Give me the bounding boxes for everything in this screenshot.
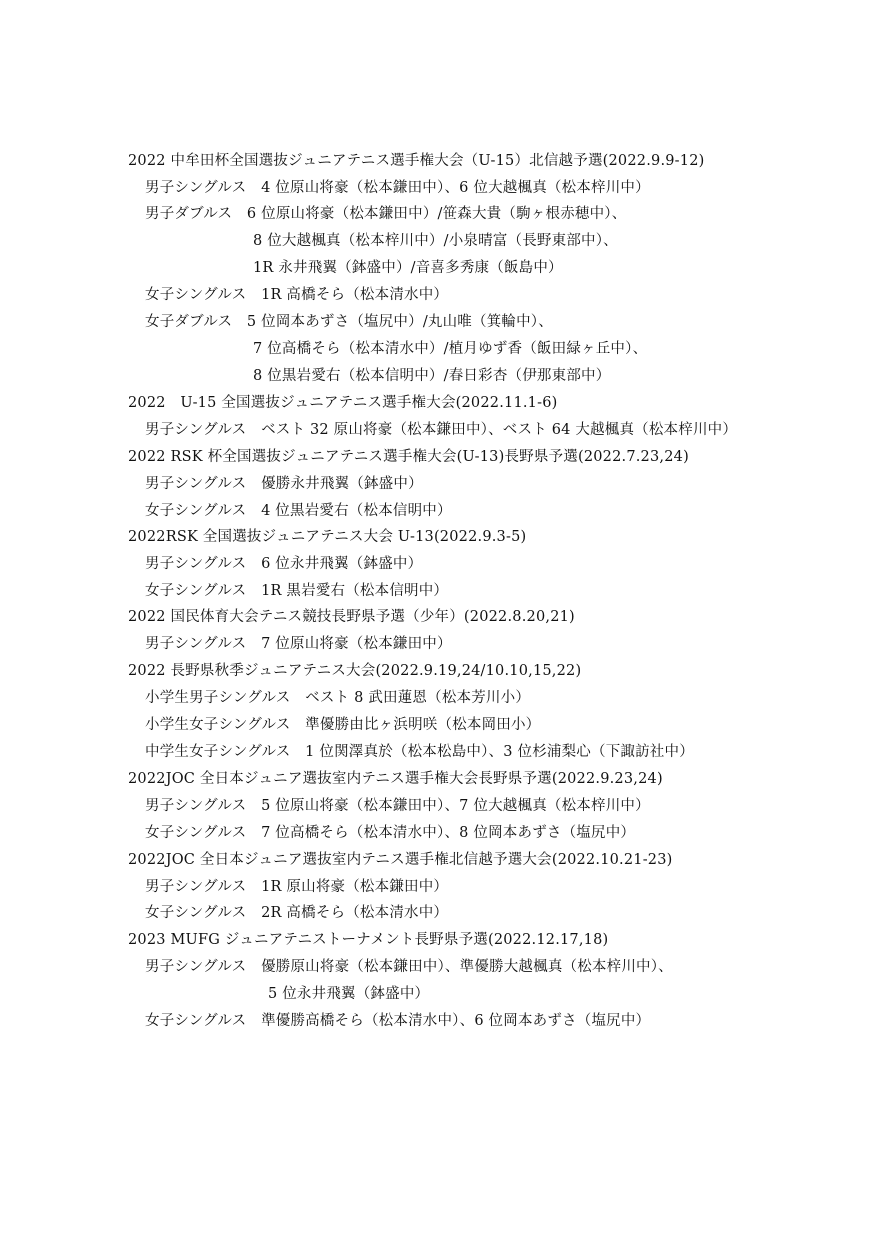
tournament-heading: 2022 中牟田杯全国選抜ジュニアテニス選手権大会（U-15）北信越予選(2022.9.9-12) xyxy=(128,153,705,169)
result-line: 女子シングルス 7 位高橋そら（松本清水中）、8 位岡本あずさ（塩尻中） xyxy=(145,825,636,841)
result-line: 男子シングルス 6 位永井飛翼（鉢盛中） xyxy=(145,556,423,572)
result-line: 女子ダブルス 5 位岡本あずさ（塩尻中）/丸山唯（箕輪中）、 xyxy=(145,314,553,330)
result-line: 男子シングルス 優勝永井飛翼（鉢盛中） xyxy=(145,476,423,492)
result-line: 8 位黒岩愛右（松本信明中）/春日彩杏（伊那東部中） xyxy=(253,368,611,384)
result-line: 5 位永井飛翼（鉢盛中） xyxy=(268,986,430,1002)
result-line: 男子シングルス 4 位原山将豪（松本鎌田中）、6 位大越楓真（松本梓川中） xyxy=(145,180,650,196)
tournament-heading: 2022 U-15 全国選抜ジュニアテニス選手権大会(2022.11.1-6) xyxy=(128,395,558,411)
tournament-heading: 2022RSK 全国選抜ジュニアテニス大会 U-13(2022.9.3-5) xyxy=(128,529,527,545)
tournament-heading: 2022JOC 全日本ジュニア選抜室内テニス選手権北信越予選大会(2022.10.21-23) xyxy=(128,852,673,868)
result-line: 女子シングルス 1R 高橋そら（松本清水中） xyxy=(145,287,449,303)
result-line: 女子シングルス 4 位黒岩愛右（松本信明中） xyxy=(145,503,452,519)
tournament-heading: 2022JOC 全日本ジュニア選抜室内テニス選手権大会長野県予選(2022.9.23,24) xyxy=(128,771,663,787)
result-line: 7 位高橋そら（松本清水中）/植月ゆず香（飯田緑ヶ丘中）、 xyxy=(253,341,648,357)
tournament-heading: 2022 国民体育大会テニス競技長野県予選（少年）(2022.8.20,21) xyxy=(128,609,575,625)
tournament-heading: 2023 MUFG ジュニアテニストーナメント長野県予選(2022.12.17,18) xyxy=(128,932,609,948)
result-line: 男子シングルス 7 位原山将豪（松本鎌田中） xyxy=(145,636,452,652)
result-line: 男子ダブルス 6 位原山将豪（松本鎌田中）/笹森大貴（駒ヶ根赤穂中）、 xyxy=(145,206,627,222)
result-line: 小学生女子シングルス 準優勝由比ヶ浜明咲（松本岡田小） xyxy=(145,717,541,733)
result-line: 8 位大越楓真（松本梓川中）/小泉晴富（長野東部中）、 xyxy=(253,233,618,249)
result-line: 中学生女子シングルス 1 位関澤真於（松本松島中）、3 位杉浦梨心（下諏訪社中） xyxy=(145,744,694,760)
result-line: 男子シングルス 5 位原山将豪（松本鎌田中）、7 位大越楓真（松本梓川中） xyxy=(145,798,650,814)
result-line: 男子シングルス 1R 原山将豪（松本鎌田中） xyxy=(145,879,449,895)
result-line: 男子シングルス ベスト 32 原山将豪（松本鎌田中）、ベスト 64 大越楓真（松本梓川中） xyxy=(145,422,738,438)
tournament-heading: 2022 長野県秋季ジュニアテニス大会(2022.9.19,24/10.10,15,22) xyxy=(128,663,582,679)
result-line: 女子シングルス 準優勝高橋そら（松本清水中）、6 位岡本あずさ（塩尻中） xyxy=(145,1013,651,1029)
result-line: 男子シングルス 優勝原山将豪（松本鎌田中）、準優勝大越楓真（松本梓川中）、 xyxy=(145,959,673,975)
result-line: 小学生男子シングルス ベスト 8 武田蓮恩（松本芳川小） xyxy=(145,690,531,706)
result-line: 女子シングルス 1R 黒岩愛右（松本信明中） xyxy=(145,583,449,599)
result-line: 女子シングルス 2R 高橋そら（松本清水中） xyxy=(145,905,449,921)
tournament-heading: 2022 RSK 杯全国選抜ジュニアテニス選手権大会(U-13)長野県予選(2022.7.23,24) xyxy=(128,449,689,465)
result-line: 1R 永井飛翼（鉢盛中）/音喜多秀康（飯島中） xyxy=(253,260,563,276)
